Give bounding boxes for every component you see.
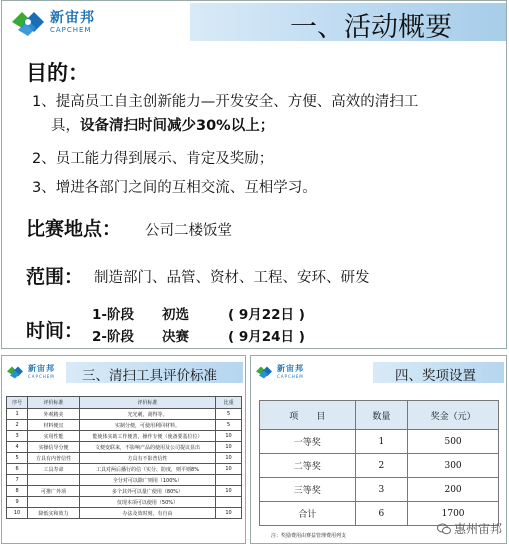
col-header: 比重 [216, 397, 242, 409]
col-header: 奖金（元） [408, 401, 499, 430]
awards-note: 注：奖励费用由赛益管理费用列支 [271, 533, 347, 539]
venue-heading: 比赛地点： [26, 218, 122, 240]
cell: 三等奖 [260, 478, 356, 502]
cell: 200 [408, 478, 499, 502]
stage-date: ( 9月24日 ) [228, 329, 305, 345]
col-header: 评价标准 [28, 397, 80, 409]
col-header: 数量 [355, 401, 408, 430]
cell: 光光刺，刮得等。 [79, 409, 215, 420]
stage-number: 1-阶段 [92, 307, 134, 323]
cell: 方具有不影普信性 [79, 453, 215, 464]
cell: 材料便宜 [28, 420, 80, 431]
cell: 6 [7, 464, 28, 475]
scope-value: 制造部门、品管、资材、工程、安环、研发 [94, 270, 370, 286]
stage-number: 2-阶段 [92, 329, 134, 345]
table-row [260, 478, 499, 502]
main-slide [1, 0, 507, 349]
brand-name-en: CAPCHEM [50, 25, 92, 34]
cell: 实操信导分便 [28, 442, 80, 453]
cell: 一等奖 [260, 430, 356, 454]
table-row [7, 486, 242, 497]
table-row [7, 431, 242, 442]
cell: 6 [355, 502, 408, 526]
cell: 1700 [408, 502, 499, 526]
cell: 10 [216, 464, 242, 475]
brand-name-en: CAPCHEM [28, 373, 55, 379]
table-row [7, 508, 242, 519]
wechat-icon [437, 523, 451, 535]
awards-table [259, 400, 499, 526]
cell: 10 [216, 442, 242, 453]
stage-type: 初选 [162, 307, 189, 323]
watermark [437, 520, 502, 537]
cell: 实用性能 [28, 431, 80, 442]
cell: 二等奖 [260, 454, 356, 478]
table-row [7, 475, 242, 486]
brand-logo-small [255, 364, 304, 379]
awards-title: 四、奖项设置 [395, 368, 476, 384]
cell: 多个其外可以量广使用（80%） [79, 486, 215, 497]
cell: 文便变联来，不影响产品的使用及公司提议显出 [79, 442, 215, 453]
venue-value: 公司二楼饭堂 [145, 223, 232, 239]
cell [28, 497, 80, 508]
purpose-item-1-line2: 具， [51, 118, 80, 134]
table-row [260, 430, 499, 454]
brand-logo [10, 7, 95, 37]
table-row [7, 464, 242, 475]
stage-row [92, 325, 305, 345]
cell: 4 [7, 442, 28, 453]
cell: 8 [7, 486, 28, 497]
table-row [7, 497, 242, 508]
cell: 合计 [260, 502, 356, 526]
cell: 外观精美 [28, 409, 80, 420]
cell: 实制分便，可使用利回材料。 [79, 420, 215, 431]
cell [216, 497, 242, 508]
table-header-row [7, 397, 242, 409]
cell: 方具有内普信性 [28, 453, 80, 464]
watermark-text: 惠州宙邦 [453, 522, 502, 536]
cell: 全分对可以除广则用（100%） [79, 475, 215, 486]
cell: 1 [355, 430, 408, 454]
cell: 10 [216, 486, 242, 497]
criteria-table [6, 396, 242, 519]
awards-panel [250, 355, 507, 544]
slide-header [2, 1, 506, 45]
cell: 仅现本项可以使用（50%） [79, 497, 215, 508]
panel-title-bar [66, 362, 243, 383]
cell: 10 [216, 508, 242, 519]
cell: 10 [216, 431, 242, 442]
purpose-item-1 [32, 90, 492, 138]
cell: 办法及效时刻，有自由 [79, 508, 215, 519]
stage-row [92, 303, 305, 323]
panel-title-bar [373, 362, 504, 383]
stage-date: ( 9月22日 ) [228, 307, 305, 323]
cell: 5 [216, 420, 242, 431]
col-header: 项 目 [260, 401, 356, 430]
cell: 工具对两后播行的信（实分、防度，则平则8% [79, 464, 215, 475]
cell: 500 [408, 430, 499, 454]
table-row [7, 453, 242, 464]
cell: 7 [7, 475, 28, 486]
stage-type: 决赛 [162, 329, 189, 345]
table-row [7, 409, 242, 420]
time-heading: 时间： [26, 320, 84, 342]
purpose-item-3: 3、增进各部门之间的互相交流、互相学习。 [32, 180, 317, 196]
brand-name-cn: 新宙邦 [277, 363, 304, 373]
brand-name-cn: 新宙邦 [50, 9, 95, 26]
cell: 2 [355, 454, 408, 478]
cell: 10 [216, 453, 242, 464]
cell: 3 [7, 431, 28, 442]
table-row [7, 420, 242, 431]
capchem-logo-icon [6, 364, 24, 379]
cell: 5 [7, 453, 28, 464]
cell [28, 475, 80, 486]
cell: 能使体实助工作便善，操作专便（使备要基位位） [79, 431, 215, 442]
col-header: 评价标准 [79, 397, 215, 409]
brand-name-cn: 新宙邦 [28, 363, 55, 373]
table-row [260, 454, 499, 478]
criteria-panel [1, 355, 246, 544]
cell: 工具寿命 [28, 464, 80, 475]
cell: 2 [7, 420, 28, 431]
cell: 1 [7, 409, 28, 420]
table-header-row [260, 401, 499, 430]
cell: 5 [216, 409, 242, 420]
purpose-item-1-bold: 设备清扫时间减少30%以上； [80, 118, 275, 134]
capchem-logo-icon [10, 7, 46, 37]
criteria-title: 三、清扫工具评价标准 [82, 368, 217, 384]
cell: 降低实和效力 [28, 508, 80, 519]
cell [216, 475, 242, 486]
brand-logo-small [6, 364, 55, 379]
scope-heading: 范围： [26, 266, 84, 288]
purpose-item-1-line1: 1、提高员工自主创新能力—开发安全、方便、高效的清扫工 [32, 94, 419, 110]
brand-name-en: CAPCHEM [277, 373, 304, 379]
col-header: 序号 [7, 397, 28, 409]
cell: 可推广外项 [28, 486, 80, 497]
cell: 10 [7, 508, 28, 519]
slide-title: 一、活动概要 [290, 12, 452, 43]
title-bar [190, 3, 506, 41]
purpose-heading: 目的： [26, 61, 89, 85]
cell: 3 [355, 478, 408, 502]
cell: 9 [7, 497, 28, 508]
capchem-logo-icon [255, 364, 273, 379]
cell: 300 [408, 454, 499, 478]
table-row [7, 442, 242, 453]
purpose-item-2: 2、员工能力得到展示、肯定及奖励； [32, 151, 274, 167]
